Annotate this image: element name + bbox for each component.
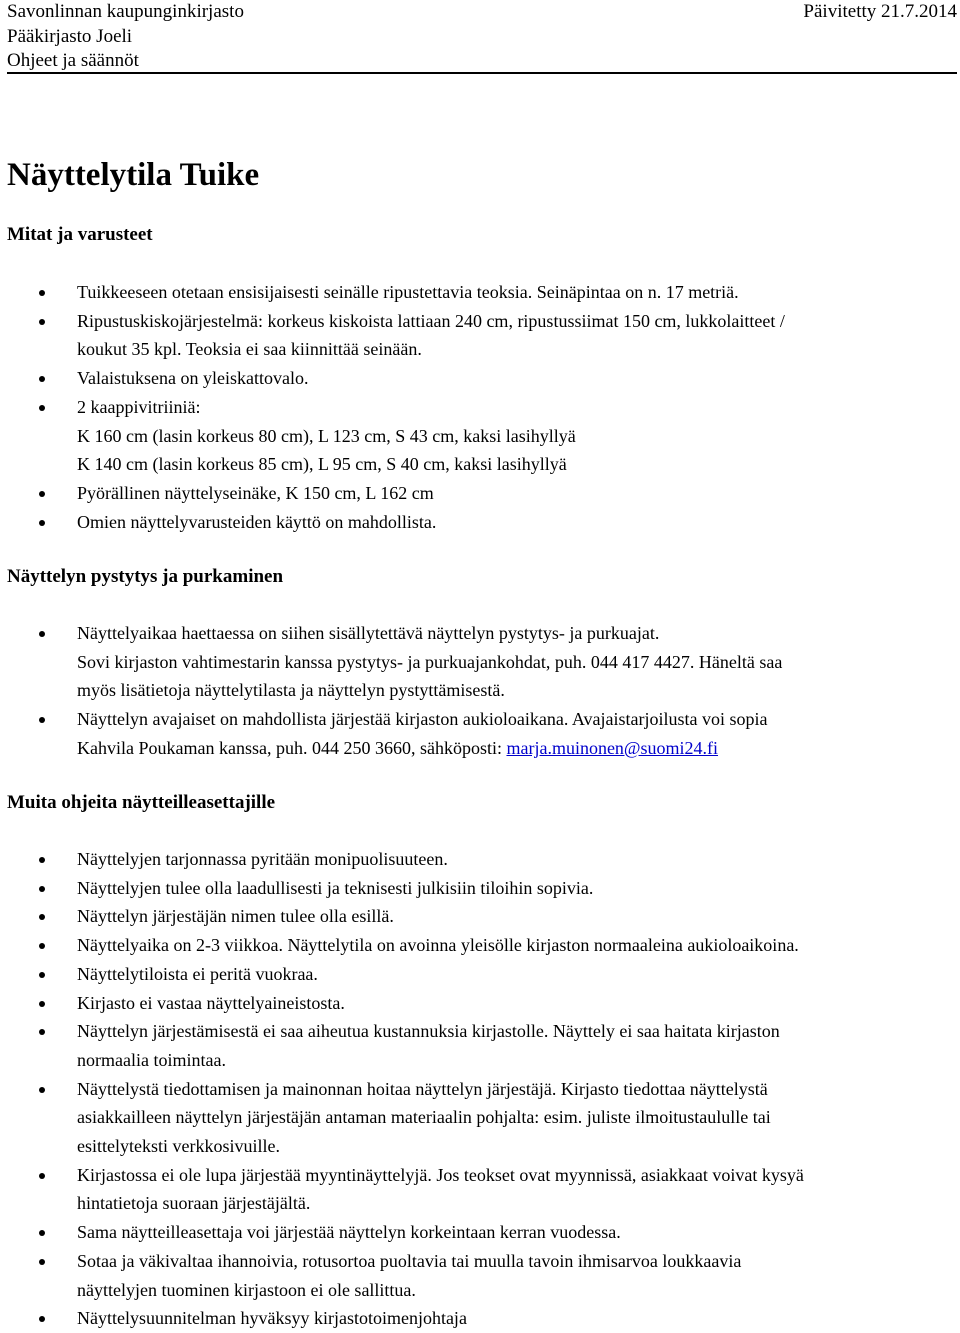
list-item: Näyttelyn järjestämisestä ei saa aiheutua kustannuksia kirjastolle. Näyttely ei saa haitata kirjaston normaalia toimintaa. (0, 1017, 950, 1074)
section-heading-setup: Näyttelyn pystytys ja purkaminen (7, 566, 284, 587)
list-item: Näyttelyn avajaiset on mahdollista järjestää kirjaston aukioloaikana. Avajaistarjoilusta voi sopia Kahvila Poukaman kanssa, puh. 044 250 3660, sähköposti: marja.muinonen@suomi24.fi (0, 705, 950, 762)
list-item: Näyttelyjen tarjonnassa pyritään monipuolisuuteen. (0, 845, 950, 874)
list-item: 2 kaappivitriiniä: K 160 cm (lasin korkeus 80 cm), L 123 cm, S 43 cm, kaksi lasihyllyä K 140 cm (lasin korkeus 85 cm), L 95 cm, S 40 cm, kaksi lasihyllyä (0, 393, 950, 479)
page-title: Näyttelytila Tuike (7, 157, 260, 193)
dimensions-list (0, 278, 950, 536)
page-header (7, 0, 957, 74)
list-item: Näyttelyjen tulee olla laadullisesti ja teknisesti julkisiin tiloihin sopivia. (0, 874, 950, 903)
email-link[interactable]: marja.muinonen@suomi24.fi (506, 737, 719, 758)
list-item: Näyttelystä tiedottamisen ja mainonnan hoitaa näyttelyn järjestäjä. Kirjasto tiedottaa näyttelystä asiakkailleen näyttelyn järjestäjän antaman materiaalin pohjalta: esim. juliste ilmoitustaululle tai esittelyteksti verkkosivuille. (0, 1075, 950, 1161)
list-item: Näyttelyn järjestäjän nimen tulee olla esillä. (0, 902, 950, 931)
list-item: Pyörällinen näyttelyseinäke, K 150 cm, L 162 cm (0, 479, 950, 508)
other-rules-list (0, 845, 950, 1333)
header-row-top (7, 0, 957, 25)
list-item: Ripustuskiskojärjestelmä: korkeus kiskoista lattiaan 240 cm, ripustussiimat 150 cm, lukkolaitteet / koukut 35 kpl. Teoksia ei saa kiinnittää seinään. (0, 307, 950, 364)
list-item: Valaistuksena on yleiskattovalo. (0, 364, 950, 393)
list-item: Näyttelysuunnitelman hyväksyy kirjastotoimenjohtaja (0, 1304, 950, 1333)
list-item: Näyttelyaika on 2-3 viikkoa. Näyttelytila on avoinna yleisölle kirjaston normaaleina aukioloaikoina. (0, 931, 950, 960)
list-item: Sama näytteilleasettaja voi järjestää näyttelyn korkeintaan kerran vuodessa. (0, 1218, 950, 1247)
list-item: Kirjastossa ei ole lupa järjestää myyntinäyttelyjä. Jos teokset ovat myynnissä, asiakkaat voivat kysyä hintatietoja suoraan järjestäjältä. (0, 1161, 950, 1218)
section-heading-other-rules: Muita ohjeita näytteilleasettajille (7, 792, 276, 813)
list-item: Tuikkeeseen otetaan ensisijaisesti seinälle ripustettavia teoksia. Seinäpintaa on n. 17 metriä. (0, 278, 950, 307)
list-item: Sotaa ja väkivaltaa ihannoivia, rotusortoa puoltavia tai muulla tavoin ihmisarvoa loukkaavia näyttelyjen tuominen kirjastoon ei ole sallittua. (0, 1247, 950, 1304)
header-divider (7, 72, 957, 74)
updated-date: Päivitetty 21.7.2014 (803, 1, 957, 22)
list-item: Kirjasto ei vastaa näyttelyaineistosta. (0, 989, 950, 1018)
branch-name: Pääkirjasto Joeli (7, 25, 133, 47)
section-heading-dimensions: Mitat ja varusteet (7, 224, 153, 245)
setup-list (0, 619, 950, 763)
list-item: Näyttelytiloista ei peritä vuokraa. (0, 960, 950, 989)
header-section-name: Ohjeet ja säännöt (7, 50, 139, 71)
list-item: Omien näyttelyvarusteiden käyttö on mahdollista. (0, 508, 950, 537)
list-item: Näyttelyaikaa haettaessa on siihen sisällytettävä näyttelyn pystytys- ja purkuajat. Sovi kirjaston vahtimestarin kanssa pystytys- ja purkuajankohdat, puh. 044 417 4427. Häneltä saa myös lisätietoja näyttelytilasta ja näyttelyn pystyttämisestä. (0, 619, 950, 705)
library-name: Savonlinnan kaupunginkirjasto (7, 1, 244, 22)
